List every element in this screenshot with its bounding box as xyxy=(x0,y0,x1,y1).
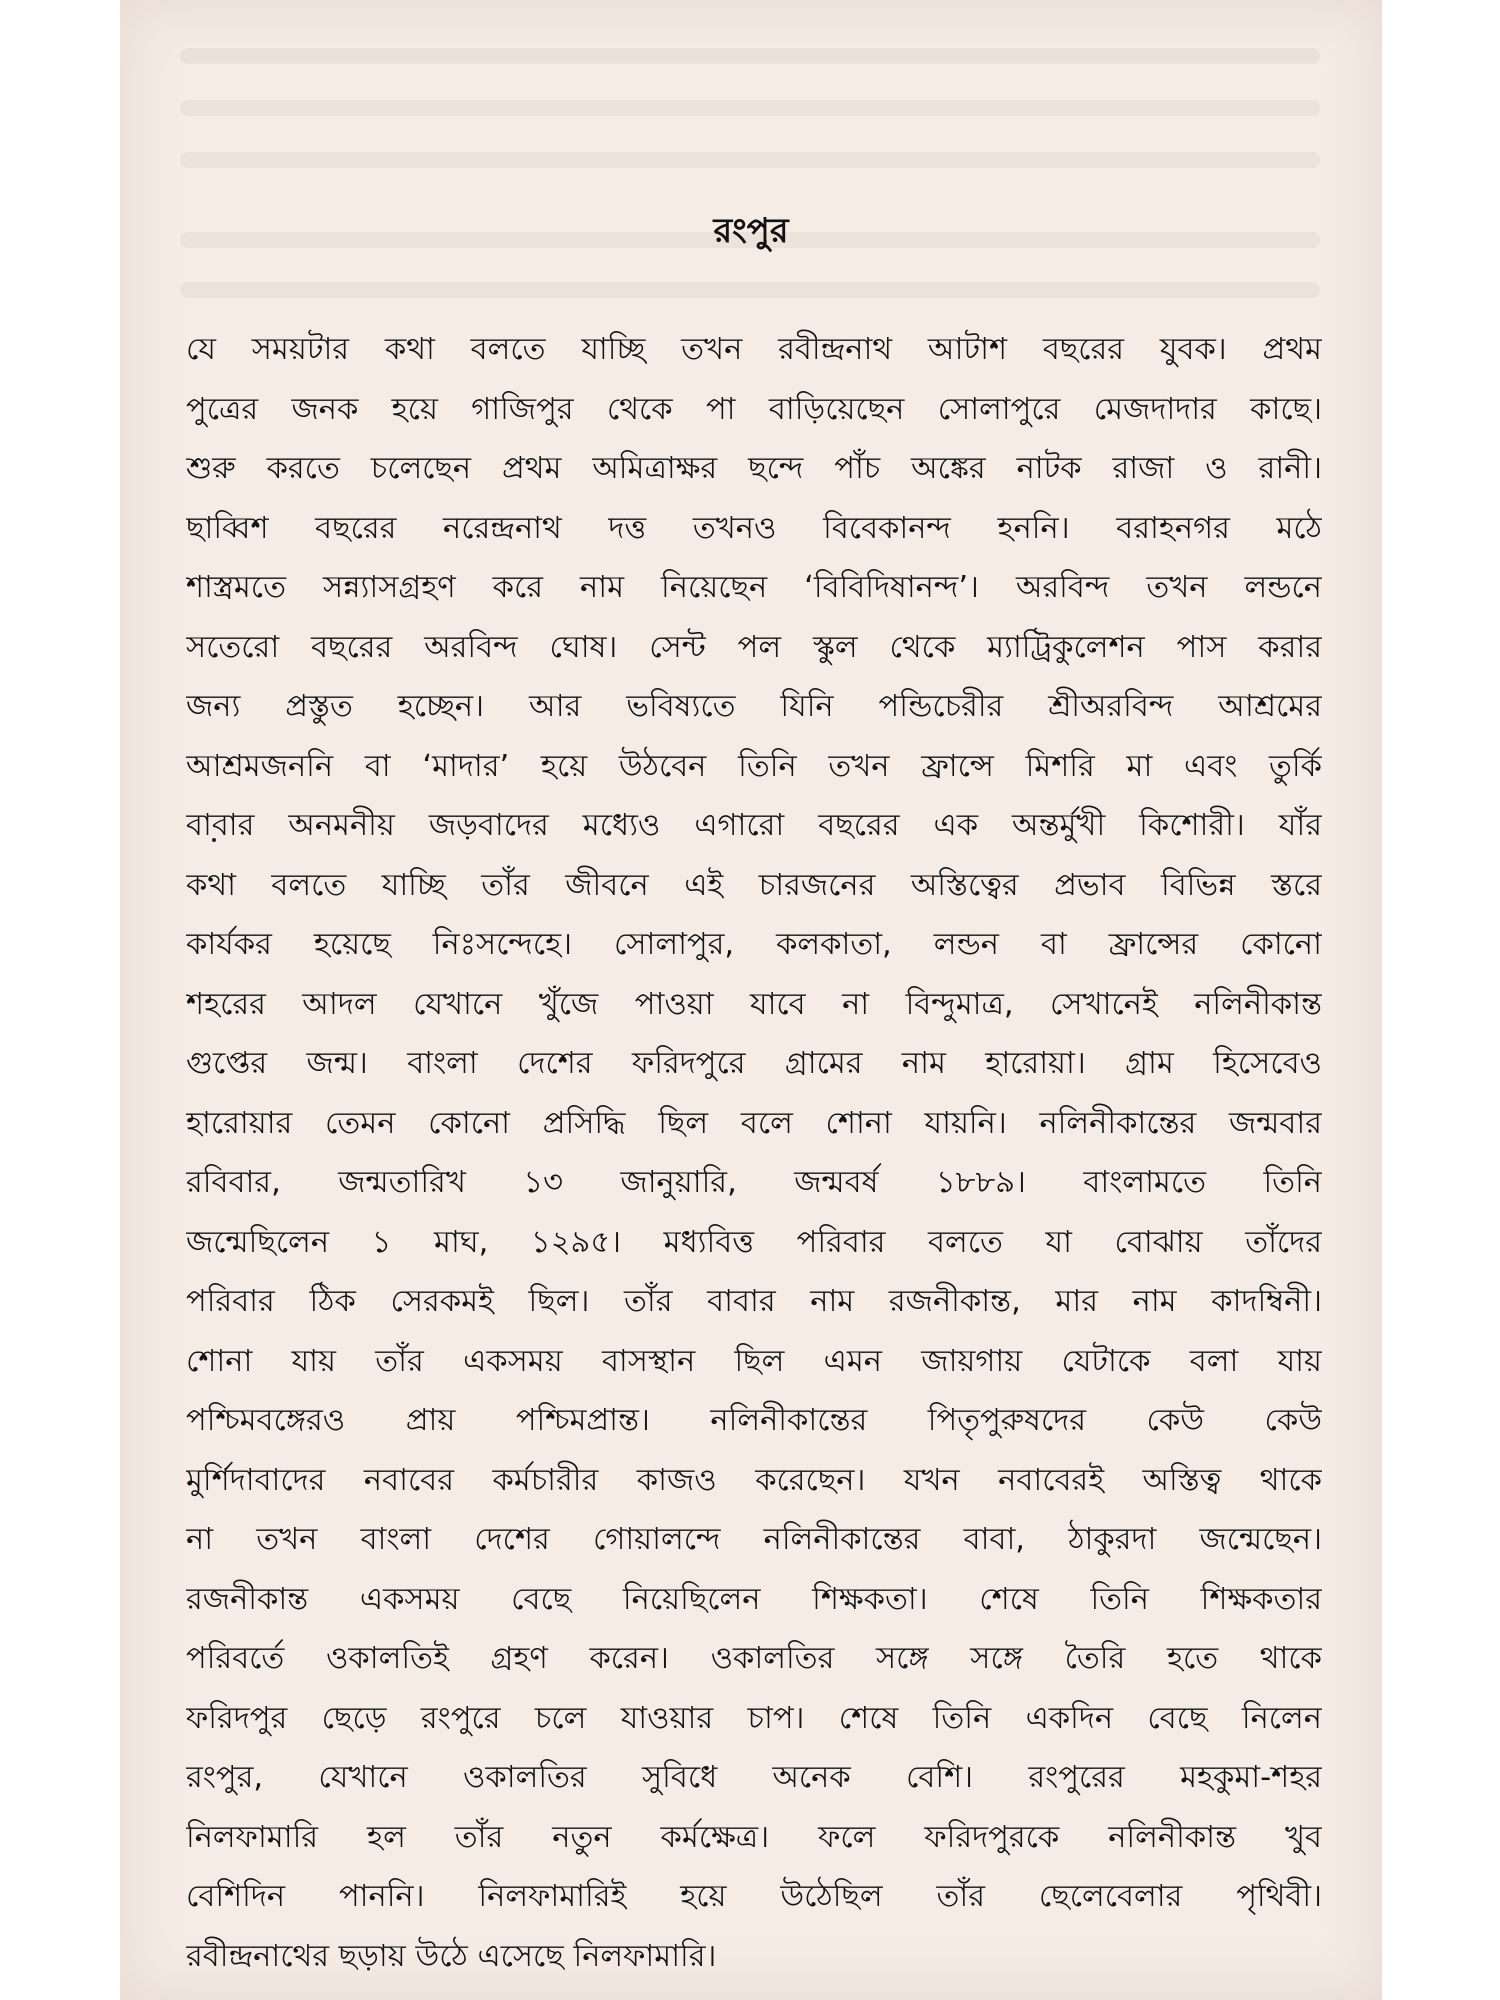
text-line: রজনীকান্ত একসময় বেছে নিয়েছিলেন শিক্ষকতা। শেষে তিনি শিক্ষকতার xyxy=(186,1581,1322,1617)
book-page xyxy=(120,0,1382,2000)
text-line: শুরু করতে চলেছেন প্রথম অমিত্রাক্ষর ছন্দে পাঁচ অঙ্কের নাটক রাজা ও রানী। xyxy=(186,451,1322,486)
text-line: পরিবার ঠিক সেরকমই ছিল। তাঁর বাবার নাম রজনীকান্ত, মার নাম কাদম্বিনী। xyxy=(186,1284,1322,1319)
text-line: কার্যকর হয়েছে নিঃসন্দেহে। সোলাপুর, কলকাতা, লন্ডন বা ফ্রান্সের কোনো xyxy=(186,927,1322,962)
text-line: ফরিদপুর ছেড়ে রংপুরে চলে যাওয়ার চাপ। শেষে তিনি একদিন বেছে নিলেন xyxy=(186,1700,1322,1736)
text-line: পরিবর্তে ওকালতিই গ্রহণ করেন। ওকালতির সঙ্গে সঙ্গে তৈরি হতে থাকে xyxy=(186,1641,1322,1676)
text-line: যে সময়টার কথা বলতে যাচ্ছি তখন রবীন্দ্রনাথ আটাশ বছরের যুবক। প্রথম xyxy=(186,332,1322,367)
text-line: কথা বলতে যাচ্ছি তাঁর জীবনে এই চারজনের অস্তিত্বের প্রভাব বিভিন্ন স্তরে xyxy=(186,867,1322,903)
bleed-through-line xyxy=(180,100,1320,116)
text-line: শহরের আদল যেখানে খুঁজে পাওয়া যাবে না বিন্দুমাত্র, সেখানেই নলিনীকান্ত xyxy=(186,986,1322,1022)
text-line: আশ্রমজননি বা ‘মাদার’ হয়ে উঠবেন তিনি তখন ফ্রান্সে মিশরি মা এবং তুর্কি xyxy=(186,748,1322,784)
text-line: বেশিদিন পাননি। নিলফামারিই হয়ে উঠেছিল তাঁর ছেলেবেলার পৃথিবী। xyxy=(186,1879,1322,1914)
chapter-heading: রংপুর xyxy=(713,211,789,251)
bleed-through-line xyxy=(180,282,1320,298)
text-line: রবিবার, জন্মতারিখ ১৩ জানুয়ারি, জন্মবর্ষ ১৮৮৯। বাংলামতে তিনি xyxy=(186,1165,1322,1200)
bleed-through-line xyxy=(180,152,1320,168)
text-line: বাবার অনমনীয় জড়বাদের মধ্যেও এগারো বছরের এক অন্তর্মুখী কিশোরী। যাঁর xyxy=(186,808,1322,843)
text-line: না তখন বাংলা দেশের গোয়ালন্দে নলিনীকান্তের বাবা, ঠাকুরদা জন্মেছেন। xyxy=(186,1522,1322,1557)
text-line: ছাব্বিশ বছরের নরেন্দ্রনাথ দত্ত তখনও বিবেকানন্দ হননি। বরাহনগর মঠে xyxy=(186,510,1322,546)
text-line: গুপ্তের জন্ম। বাংলা দেশের ফরিদপুরে গ্রামের নাম হারোয়া। গ্রাম হিসেবেও xyxy=(186,1046,1322,1081)
body-text xyxy=(186,320,1322,1986)
text-line: জন্য প্রস্তুত হচ্ছেন। আর ভবিষ্যতে যিনি পন্ডিচেরীর শ্রীঅরবিন্দ আশ্রমের xyxy=(186,689,1322,724)
text-line: মুর্শিদাবাদের নবাবের কর্মচারীর কাজও করেছেন। যখন নবাবেরই অস্তিত্ব থাকে xyxy=(186,1462,1322,1498)
text-line: পুত্রের জনক হয়ে গাজিপুর থেকে পা বাড়িয়েছেন সোলাপুরে মেজদাদার কাছে। xyxy=(186,391,1322,427)
text-line: সতেরো বছরের অরবিন্দ ঘোষ। সেন্ট পল স্কুল থেকে ম্যাট্রিকুলেশন পাস করার xyxy=(186,629,1322,665)
text-line: রবীন্দ্রনাথের ছড়ায় উঠে এসেছে নিলফামারি। xyxy=(186,1938,717,1974)
text-line: পশ্চিমবঙ্গেরও প্রায় পশ্চিমপ্রান্ত। নলিনীকান্তের পিতৃপুরুষদের কেউ কেউ xyxy=(186,1403,1322,1438)
text-line: জন্মেছিলেন ১ মাঘ, ১২৯৫। মধ্যবিত্ত পরিবার বলতে যা বোঝায় তাঁদের xyxy=(186,1224,1322,1260)
text-line: শোনা যায় তাঁর একসময় বাসস্থান ছিল এমন জায়গায় যেটাকে বলা যায় xyxy=(186,1343,1322,1379)
text-line: হারোয়ার তেমন কোনো প্রসিদ্ধি ছিল বলে শোনা যায়নি। নলিনীকান্তের জন্মবার xyxy=(186,1105,1322,1141)
text-line: রংপুর, যেখানে ওকালতির সুবিধে অনেক বেশি। রংপুরের মহকুমা-শহর xyxy=(186,1760,1322,1795)
text-line: শাস্ত্রমতে সন্ন্যাসগ্রহণ করে নাম নিয়েছেন ‘বিবিদিষানন্দ’। অরবিন্দ তখন লন্ডনে xyxy=(186,570,1322,605)
text-line: নিলফামারি হল তাঁর নতুন কর্মক্ষেত্র। ফলে ফরিদপুরকে নলিনীকান্ত খুব xyxy=(186,1819,1322,1855)
bleed-through-line xyxy=(180,48,1320,64)
